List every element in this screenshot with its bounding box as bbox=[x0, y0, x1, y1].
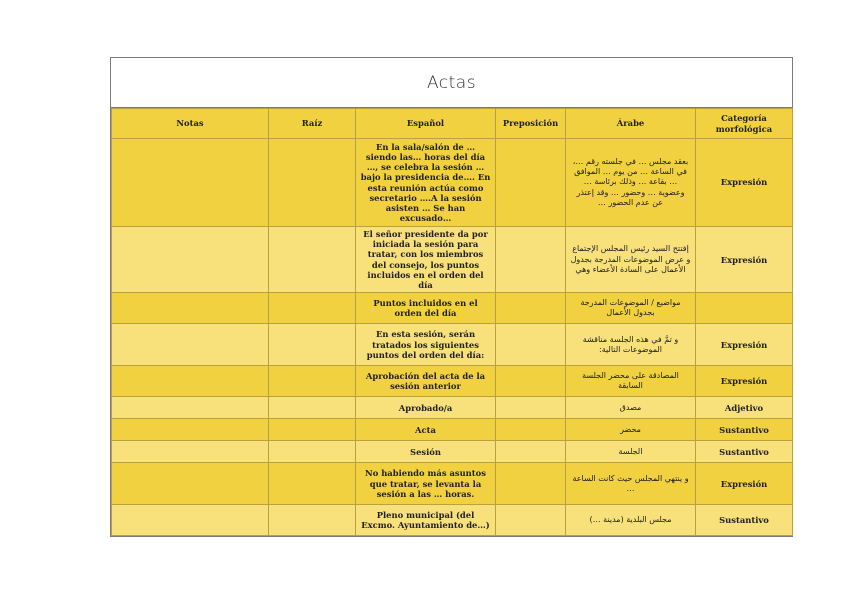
table-row bbox=[112, 463, 793, 505]
cell-categoria: Expresión bbox=[696, 324, 793, 366]
cell-categoria: Sustantivo bbox=[696, 419, 793, 441]
cell-raiz bbox=[269, 397, 356, 419]
cell-preposicion bbox=[496, 293, 566, 324]
cell-raiz bbox=[269, 505, 356, 536]
cell-espanol: Aprobado/a bbox=[356, 397, 496, 419]
table-row bbox=[112, 139, 793, 227]
cell-preposicion bbox=[496, 441, 566, 463]
table-row bbox=[112, 227, 793, 293]
cell-arabe: بعقد مجلس … في جلسته رقم …، في الساعة … من يوم … الموافق … بقاعة … وذلك برئاسة … وعضوية … وحضور … وقد إعتذر عن عدم الحضور … bbox=[566, 139, 696, 227]
table-row bbox=[112, 505, 793, 536]
cell-espanol: Aprobación del acta de la sesión anterior bbox=[356, 366, 496, 397]
cell-preposicion bbox=[496, 397, 566, 419]
header-preposicion: Preposición bbox=[496, 109, 566, 139]
header-categoria: Categoría morfológica bbox=[696, 109, 793, 139]
cell-raiz bbox=[269, 293, 356, 324]
cell-arabe: إفتتح السيد رئيس المجلس الإجتماع و عرض الموضوعات المدرجة بجدول الأعمال على السادة الأعضاء وهي bbox=[566, 227, 696, 293]
cell-arabe: مجلس البلدية (مدينة …) bbox=[566, 505, 696, 536]
table-row bbox=[112, 324, 793, 366]
cell-preposicion bbox=[496, 366, 566, 397]
cell-raiz bbox=[269, 419, 356, 441]
cell-categoria bbox=[696, 293, 793, 324]
cell-espanol: El señor presidente da por iniciada la sesión para tratar, con los miembros del consejo, los puntos incluidos en el orden del día bbox=[356, 227, 496, 293]
cell-arabe: مصدق bbox=[566, 397, 696, 419]
cell-arabe: محضر bbox=[566, 419, 696, 441]
cell-categoria: Expresión bbox=[696, 139, 793, 227]
cell-preposicion bbox=[496, 324, 566, 366]
cell-preposicion bbox=[496, 227, 566, 293]
cell-raiz bbox=[269, 441, 356, 463]
cell-espanol: Pleno municipal (del Excmo. Ayuntamiento de…) bbox=[356, 505, 496, 536]
cell-notas bbox=[112, 441, 269, 463]
title-bar bbox=[111, 58, 792, 108]
cell-espanol: En esta sesión, serán tratados los siguientes puntos del orden del día: bbox=[356, 324, 496, 366]
cell-categoria: Expresión bbox=[696, 463, 793, 505]
cell-espanol: No habiendo más asuntos que tratar, se levanta la sesión a las … horas. bbox=[356, 463, 496, 505]
cell-preposicion bbox=[496, 139, 566, 227]
cell-notas bbox=[112, 505, 269, 536]
cell-notas bbox=[112, 463, 269, 505]
cell-notas bbox=[112, 366, 269, 397]
cell-notas bbox=[112, 419, 269, 441]
cell-raiz bbox=[269, 324, 356, 366]
vocabulary-table bbox=[111, 108, 793, 536]
cell-arabe: و تمَّ في هذه الجلسة مناقشة الموضوعات التالية: bbox=[566, 324, 696, 366]
header-row bbox=[112, 109, 793, 139]
cell-espanol: Sesión bbox=[356, 441, 496, 463]
cell-espanol: Acta bbox=[356, 419, 496, 441]
cell-notas bbox=[112, 139, 269, 227]
cell-notas bbox=[112, 227, 269, 293]
table-row bbox=[112, 441, 793, 463]
cell-categoria: Sustantivo bbox=[696, 505, 793, 536]
table-row bbox=[112, 397, 793, 419]
cell-raiz bbox=[269, 366, 356, 397]
cell-raiz bbox=[269, 139, 356, 227]
cell-notas bbox=[112, 324, 269, 366]
cell-categoria: Sustantivo bbox=[696, 441, 793, 463]
cell-arabe: و ينتهي المجلس حيث كانت الساعة … bbox=[566, 463, 696, 505]
cell-raiz bbox=[269, 227, 356, 293]
header-arabe: Árabe bbox=[566, 109, 696, 139]
cell-raiz bbox=[269, 463, 356, 505]
table-row bbox=[112, 366, 793, 397]
document-title: Actas bbox=[426, 72, 477, 93]
cell-categoria: Adjetivo bbox=[696, 397, 793, 419]
cell-espanol: En la sala/salón de … siendo las… horas del día …, se celebra la sesión … bajo la presidencia de…. En esta reunión actúa como secretario ….A la sesión asisten … Se han excusado… bbox=[356, 139, 496, 227]
header-notas: Notas bbox=[112, 109, 269, 139]
cell-preposicion bbox=[496, 505, 566, 536]
header-espanol: Español bbox=[356, 109, 496, 139]
table-row bbox=[112, 293, 793, 324]
table-row bbox=[112, 419, 793, 441]
document-sheet bbox=[110, 57, 793, 537]
cell-preposicion bbox=[496, 419, 566, 441]
cell-preposicion bbox=[496, 463, 566, 505]
cell-arabe: مواضيع / الموضوعات المدرجة بجدول الأعمال bbox=[566, 293, 696, 324]
cell-arabe: المصادقة على محضر الجلسة السابقة bbox=[566, 366, 696, 397]
cell-categoria: Expresión bbox=[696, 366, 793, 397]
header-raiz: Raíz bbox=[269, 109, 356, 139]
cell-espanol: Puntos incluidos en el orden del día bbox=[356, 293, 496, 324]
cell-notas bbox=[112, 397, 269, 419]
cell-arabe: الجلسة bbox=[566, 441, 696, 463]
cell-notas bbox=[112, 293, 269, 324]
cell-categoria: Expresión bbox=[696, 227, 793, 293]
